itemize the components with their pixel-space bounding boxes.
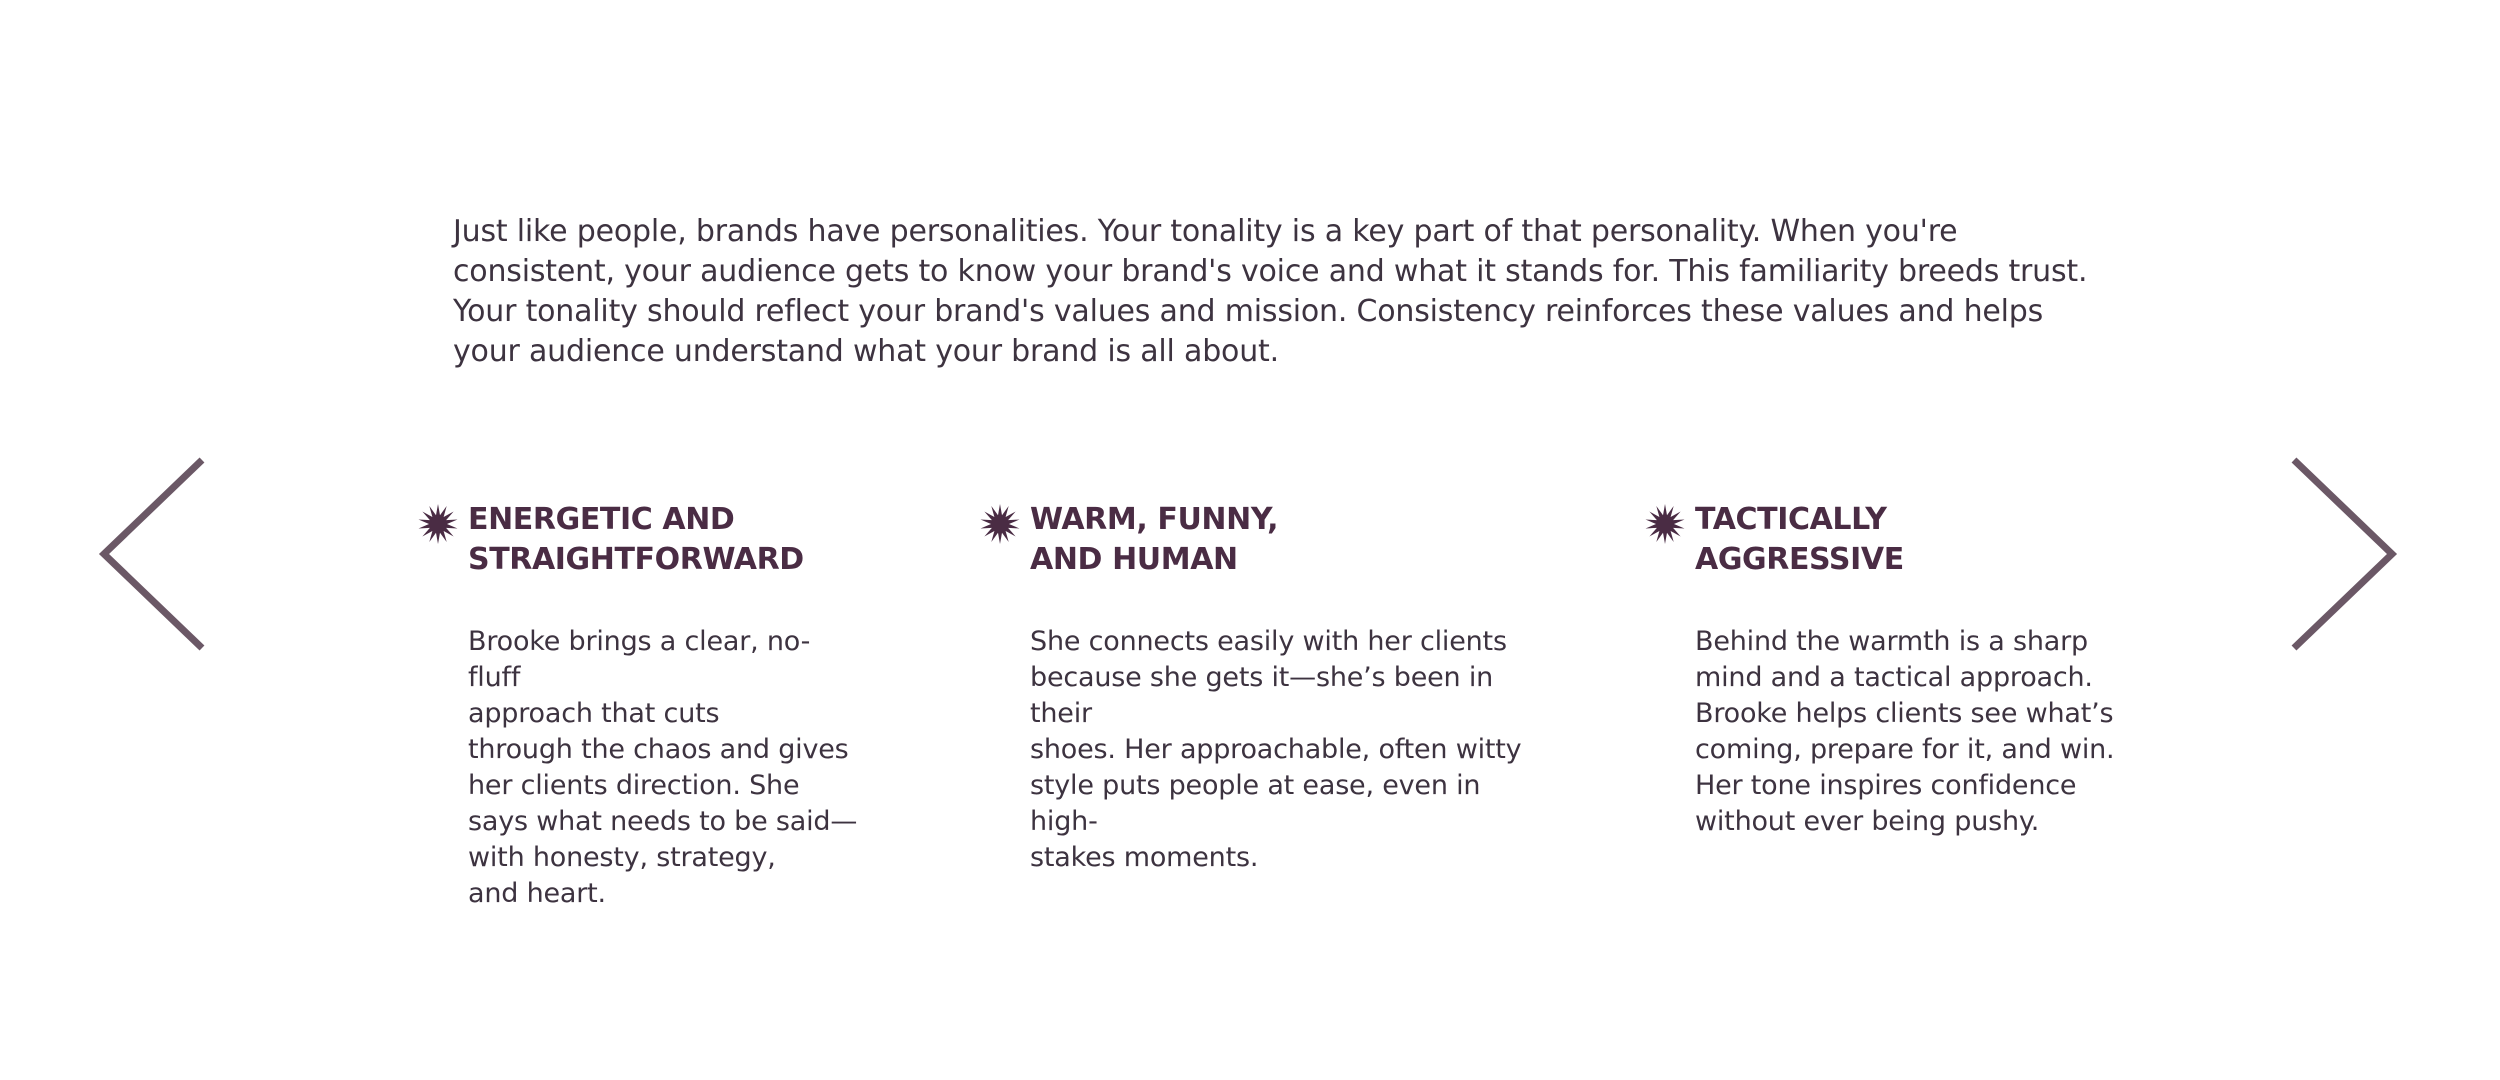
next-slide-button[interactable] (2290, 456, 2400, 656)
trait-card-body: She connects easily with her clients because she gets it—she’s been in their shoes. Her approachable, often witty style puts people at ease, even in high- stakes moments. (1030, 626, 1522, 873)
chevron-right-icon (2290, 456, 2400, 656)
trait-card-title: TACTICALLY AGGRESSIVE (1695, 502, 1904, 577)
trait-card-tactical (1645, 500, 2205, 840)
previous-slide-button[interactable] (96, 456, 206, 656)
trait-card-header (1645, 500, 2205, 580)
starburst-icon (980, 504, 1020, 544)
trait-card-energetic (418, 500, 858, 912)
trait-card-header (980, 500, 1540, 580)
intro-paragraph: Just like people, brands have personalities. Your tonality is a key part of that personality. When you're consistent, your audience gets to know your brand's voice and what it stands for. This familiarity breeds trust. Your tonality should reflect your brand's values and mission. Consistency reinforces these values and helps your audience understand what your brand is all about. (453, 214, 2088, 369)
trait-card-body: Brooke brings a clear, no-fluff approach that cuts through the chaos and gives her clients direction. She says what needs to be said— with honesty, strategy, and heart. (468, 626, 858, 909)
starburst-icon (418, 504, 458, 544)
trait-card-title: WARM, FUNNY, AND HUMAN (1030, 502, 1279, 577)
trait-card-title: ENERGETIC AND STRAIGHTFORWARD (468, 502, 804, 577)
trait-card-body: Behind the warmth is a sharp mind and a tactical approach. Brooke helps clients see what’s coming, prepare for it, and win. Her tone inspires confidence without ever being pushy. (1695, 626, 2115, 837)
trait-card-header (418, 500, 858, 580)
trait-card-warm (980, 500, 1540, 876)
starburst-icon (1645, 504, 1685, 544)
chevron-left-icon (96, 456, 206, 656)
